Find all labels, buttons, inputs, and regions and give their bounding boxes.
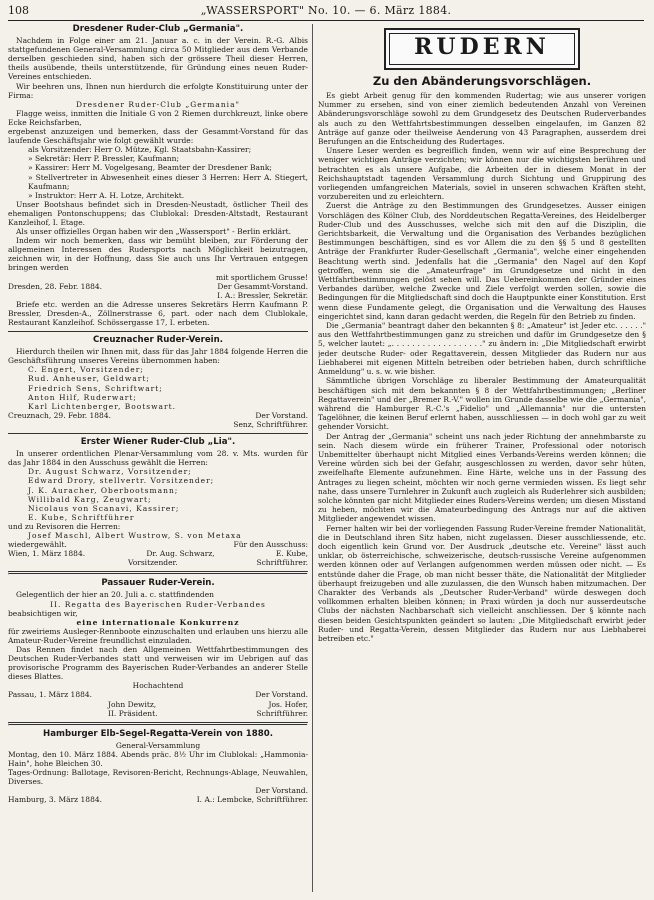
page-header xyxy=(8,2,644,21)
paragraph: für zweiriems Ausleger-Rennboote einzuschalten und erlauben uns hierzu alle Amateur-Ruder-Vereine freundlichst einzuladen. xyxy=(8,626,308,645)
page-number: 108 xyxy=(8,4,29,17)
officer-line: als Vorsitzender: Herr O. Mütze, Kgl. Staatsbahn-Kassirer; xyxy=(28,145,252,155)
member-line: Anton Hilf, Ruderwart; xyxy=(28,392,137,402)
member-line: J. K. Auracher, Oberbootsmann; xyxy=(28,485,179,495)
subtitle: General-Versammlung xyxy=(115,740,201,750)
paragraph: Ferner halten wir bei der vorliegenden Fassung Ruder-Vereine fremder Nationalität, die in Deutschland ihren Sitz haben, nicht zugelassen. Dieser ausschliessende, etc. doch eigentlich kein Grund vor. Der Ausdruck „deutsche etc. Vereine" lässt auch unklar, ob österreichische, schweizerische, deutsch-russische Vereine aufgenommen werden können oder auf Verlangen aufgenommen werden müssen oder nicht. — Es entstünde daher die Frage, ob man nicht besser thäte, die Nationalität der Mitglieder überhaupt freizugeben und alle zuzulassen, die den Wunsch haben mitzumachen. Der Charakter des Verbands als „Deutscher Ruder-Verband" würde deswegen doch vollkommen erhalten bleiben können; in Praxi würden ja doch nur ausserdeutsche Clubs der nächsten Nachbarschaft sich vielleicht anschliessen. Der § könnte nach diesen beiden Gesichtspunkten geändert so lauten: „Die Mitgliedschaft erwirbt jeder Ruder- und Regatta-Verein, dessen Mitglieder das Rudern nur aus Liebhaberei betreiben etc." xyxy=(318,523,646,643)
board-name: Der Gesammt-Vorstand. xyxy=(217,281,308,291)
paragraph: Es giebt Arbeit genug für den kommenden Rudertag; wie aus unserer vorigen Nummer zu ersehen, sind von einer ziemlich bedeutenden Anzahl von Vereinen Abänderungsvorschläge sowohl zu dem Grundgesetz des Deutschen Ruderverbandes als auch zu den Wettfahrtsbestimmungen desselben eingelaufen, im Ganzen 82 Anträge auf ganze oder theilweise Aenderung von 43 Paragraphen, ausserdem drei Berufungen an die Entscheidung des Rudertages. xyxy=(318,91,646,147)
section-title: Erster Wiener Ruder-Club „Lia". xyxy=(80,437,236,448)
officer-line: » Kassirer: Herr M. Vogelgesang, Beamter der Dresdener Bank; xyxy=(28,163,272,173)
competition-name: eine internationale Konkurrenz xyxy=(76,617,240,627)
section-title: Creuznacher Ruder-Verein. xyxy=(93,335,223,346)
paragraph: Die „Germania" beantragt daher den bekannten § 8: „Amateur" ist Jeder etc. . . . . ." aus den Wettfahrtbestimmungen ganz zu streichen und dafür im Grundgesetze den § 5, welcher lautet: „. . . . . . . . . . . . . . . . . ." zu ändern in: „Die Mitgliedschaft erwirbt jeder deutsche Ruder- oder Regattaverein, dessen Mitglieder das Rudern nur aus Liebhaberei mit eigenen Mitteln betreiben oder betrieben haben, durch schriftliche Anmeldung" u. s. w. wie bisher. xyxy=(318,321,646,377)
section-passauer xyxy=(8,579,308,717)
left-column xyxy=(8,24,308,894)
signature-block xyxy=(8,795,308,804)
signer: John Dewitz, xyxy=(108,699,157,709)
masthead: „WASSERSPORT" No. 10. — 6. März 1884. xyxy=(200,4,452,17)
place-date: Passau, 1. März 1884. xyxy=(8,690,93,700)
paragraph: Hierdurch theilen wir Ihnen mit, dass für das Jahr 1884 folgende Herren die Geschäftsführung unseres Vereins übernommen haben: xyxy=(8,347,308,366)
signature-roles xyxy=(8,558,308,567)
greeting: mit sportlichem Grusse! xyxy=(216,272,308,282)
board-name: Der Vorstand. xyxy=(255,690,308,700)
place-date: Wien, 1. März 1884. xyxy=(8,549,86,559)
article-body xyxy=(318,91,646,643)
member-line: Friedrich Sens, Schriftwart; xyxy=(28,383,163,393)
rudern-banner xyxy=(384,28,580,70)
section-divider xyxy=(8,571,308,575)
member-line: Nicolaus von Scanavi, Kassirer; xyxy=(28,503,180,513)
revisor-line: Josef Maschl, Albert Wustrow, S. von Metaxa xyxy=(28,530,242,540)
paragraph: Unsere Leser werden es begreiflich finden, wenn wir auf eine Besprechung der weniger wichtigen Anträge verzichten; wir können nur die wichtigsten berühren und betrachten es als unsere Aufgabe, die Arbeiten der in diesem Monat in der Reichshauptstadt tagenden Versammlung durch Sichtung und Gruppirung des vorliegenden umfangreichen Materials, soviel in unseren schwachen Kräften steht, vorzubereiten und zu erleichtern. xyxy=(318,146,646,202)
paragraph: Der Antrag der „Germania" scheint uns nach jeder Richtung der annehmbarste zu sein. Nach diesem würde ein früherer Trainer, Professional oder notorisch Unbemittelter überhaupt nicht Mitglied eines Verbands-Vereins werden können; die Vereine würden sich bei der Gefahr, ausgeschlossen zu werden, davor sehr hüten, zweifelhafte Elemente aufzunehmen. Eine Härte, welche uns in der Fassung des Antrages zu liegen scheint, möchten wir noch gerne vermieden wissen. Es liegt sehr nahe, dass unsere Turnlehrer in Zukunft auch zugleich als Ruderlehrer sich ausbilden; solche könnten gar nicht Mitglieder eines Ruders-Vereins werden; um diesen Misstand zu heben, möchten wir die Amateurbedingung des Antrags nur auf die aktiven Mitglieder angewendet wissen. xyxy=(318,431,646,524)
regatta-name: II. Regatta des Bayerischen Ruder-Verbandes xyxy=(50,599,266,609)
officer-line: » Instruktor: Herr A. H. Lotze, Architekt. xyxy=(28,190,185,200)
paragraph: Zuerst die Anträge zu den Bestimmungen des Grundgesetzes. Ausser einigen Vorschlägen des Kölner Club, des Norddeutschen Regatta-Vereines, des Heidelberger Ruder-Club und des Ausschusses, welche sich mit den auf die Disziplin, die Gerichtsbarkeit, die Verwaltung und die Organisation des Verbandes bezüglichen Bestimmungen beschäftigen, sind es vor Allem die zu den §§ 5 und 8 gestellten Anträge der Frankfurter Ruder-Gesellschaft „Germania", welche einer eingehenden Beachtung werth sind. Jedenfalls hat die „Germania" den Nagel auf den Kopf getroffen, wenn sie die „Amateurfrage" im Grundgesetze und nicht in den Wettfahrtbestimmungen gelöst sehen will. Das Uebereinkommen der Gründer eines Verbandes darüber, welche Zwecke und Ziele verfolgt werden sollen, sowie die Bedingungen für die Mitgliedschaft sind doch die Hauptpunkte einer Konstitution. Erst wenn diese Fundamente gelegt, die Organisation und die Verwaltung des Hauses eingerichtet sind, kann daran gedacht werden, die Regeln für den Betrieb zu finden. xyxy=(318,201,646,321)
board-name: Der Vorstand. xyxy=(255,410,308,420)
signature-block xyxy=(8,282,308,291)
section-creuznacher xyxy=(8,336,308,429)
paragraph: und zu Revisoren die Herren: xyxy=(8,521,121,531)
officer-line: » Sekretär: Herr P. Bressler, Kaufmann; xyxy=(28,154,179,164)
place-date: Hamburg, 3. März 1884. xyxy=(8,795,102,805)
place-date: Creuznach, 29. Febr. 1884. xyxy=(8,410,111,420)
closing: Hochachtend xyxy=(132,681,184,691)
paragraph: Nachdem in Folge einer am 21. Januar a. c. in der Verein. R.-G. Albis stattgefundenen General-Versammlung circa 50 Mitglieder aus dem Verbande derselben geschieden sind, haben sich der grössere Theil dieser Herren, theils ausübende, theils unterstützende, für Gründung eines neuen Ruder-Vereines entschieden. xyxy=(8,36,308,82)
member-line: Karl Lichtenberger, Bootswart. xyxy=(28,401,177,411)
column-divider xyxy=(312,24,313,892)
signature-row xyxy=(8,549,308,558)
signer: Dr. Aug. Schwarz, xyxy=(146,549,215,559)
member-line: Edward Drory, stellvertr. Vorsitzender; xyxy=(28,476,215,486)
paragraph: Gelegentlich der hier an 20. Juli a. c. stattfindenden xyxy=(16,590,214,600)
signer-role: Vorsitzender. xyxy=(128,558,178,568)
section-wiener xyxy=(8,438,308,567)
paragraph: Wir beehren uns, Ihnen nun hierdurch die erfolgte Konstituirung unter der Firma: xyxy=(8,81,308,100)
signer: I. A.: Bressler, Sekretär. xyxy=(217,290,308,300)
place-date: Dresden, 28. Febr. 1884. xyxy=(8,281,103,291)
paragraph: Briefe etc. werden an die Adresse unseres Sekretärs Herrn Kaufmann P. Bressler, Dresden-A., Zöllnerstrasse 6, part. oder nach dem Clublokale, Restaurant Kanzleihof. Schössergasse 17, I. erbeten. xyxy=(8,299,308,327)
signature-block xyxy=(8,540,308,549)
article-title: Zu den Abänderungsvorschlägen. xyxy=(372,74,592,88)
paragraph: In unserer ordentlichen Plenar-Versammlung vom 28. v. Mts. wurden für das Jahr 1884 in den Ausschuss gewählt die Herren: xyxy=(8,449,308,468)
board-name: Der Vorstand. xyxy=(255,786,308,796)
right-column xyxy=(318,24,646,894)
paragraph: Sämmtliche übrigen Vorschläge zu liberaler Bestimmung der Amateurqualität beschäftigen sich mit dem bekannten § 8 der Wettfahrtbestimmungen; „Berliner Regattaverein" und der „Bremer R.-V." wollen im Grunde dasselbe wie die „Germania", während die Hamburger R.-C.'s „Fidelio" und „Allemannia" nur die untersten Tagelöhner, die keinen Beruf erlernt haben, ausschliessen — in doch wohl gar zu weit gehender Vorsicht. xyxy=(318,376,646,432)
signature-row xyxy=(8,700,308,709)
paragraph: beabsichtigen wir, xyxy=(8,608,78,618)
signature-block xyxy=(8,690,308,699)
paragraph: Unser Bootshaus befindet sich in Dresden-Neustadt, östlicher Theil des ehemaligen Pontonschuppens; das Clublokal: Dresden-Altstadt, Restaurant Kanzleihof, I. Etage. xyxy=(8,199,308,227)
signer: E. Kube, xyxy=(275,549,308,559)
officer-line: » Stellvertreter in Abwesenheit eines dieser 3 Herren: Herr A. Stiegert, Kaufmann; xyxy=(28,172,308,191)
signature-block xyxy=(8,411,308,420)
member-line: Rud. Anheuser, Geldwart; xyxy=(28,374,150,384)
paragraph: Als unser offizielles Organ haben wir den „Wassersport" - Berlin erklärt. xyxy=(16,227,292,237)
member-line: Willibald Karg, Zeugwart; xyxy=(28,494,152,504)
signer-role: Schriftführer. xyxy=(256,708,308,718)
member-line: E. Kube, Schriftführer xyxy=(28,512,135,522)
paragraph: Das Rennen findet nach den Allgemeinen Wettfahrtbestimmungen des Deutschen Ruder-Verbandes statt und verweisen wir im Uebrigen auf das provisorische Programm des Bayerischen Ruder-Verbandes an anderer Stelle dieses Blattes. xyxy=(8,645,308,682)
signer: Jos. Hofer, xyxy=(268,699,308,709)
section-title: Passauer Ruder-Verein. xyxy=(101,578,215,589)
section-dresdener xyxy=(8,25,308,327)
paragraph: Indem wir noch bemerken, dass wir bemüht bleiben, zur Förderung der allgemeinen Interessen des Rudersports nach Möglichkeit beizutragen, zeichnen wir, in der Hoffnung, dass Sie auch uns Ihr Vertrauen entgegen bringen werden xyxy=(8,236,308,273)
section-divider xyxy=(8,722,308,726)
signer: I. A.: Lembcke, Schriftführer. xyxy=(196,795,308,805)
paragraph: wiedergewählt. xyxy=(8,540,67,550)
signer-role: II. Präsident. xyxy=(108,708,158,718)
committee-name: Für den Ausschuss: xyxy=(233,540,308,550)
member-line: Dr. August Schwarz, Vorsitzender; xyxy=(28,467,192,477)
signature-roles xyxy=(8,709,308,718)
paragraph: Montag, den 10. März 1884. Abends präc. 8½ Uhr im Clublokal: „Hammonia-Hain", hohe Bleichen 30. xyxy=(8,749,308,769)
paragraph: Flagge weiss, inmitten die Initiale G von 2 Riemen durchkreuzt, linke obere Ecke Reichsfarben, xyxy=(8,108,308,127)
signer: Senz, Schriftführer. xyxy=(233,419,308,429)
section-divider xyxy=(8,433,308,434)
section-divider xyxy=(8,331,308,332)
signer-role: Schriftführer. xyxy=(256,558,308,568)
firm-name: Dresdener Ruder-Club „Germania" xyxy=(76,99,240,109)
paragraph: ergebenst anzuzeigen und bemerken, dass der Gesammt-Vorstand für das laufende Geschäftsjahr wie folgt gewählt wurde: xyxy=(8,127,308,146)
banner-title: RUDERN xyxy=(414,34,550,60)
member-line: C. Engert, Vorsitzender; xyxy=(28,365,144,375)
section-hamburger xyxy=(8,730,308,805)
section-title: Hamburger Elb-Segel-Regatta-Verein von 1880. xyxy=(43,728,273,739)
section-title: Dresdener Ruder-Club „Germania". xyxy=(72,24,244,34)
paragraph: Tages-Ordnung: Ballotage, Revisoren-Bericht, Rechnungs-Ablage, Neuwahlen, Diverses. xyxy=(8,768,308,787)
